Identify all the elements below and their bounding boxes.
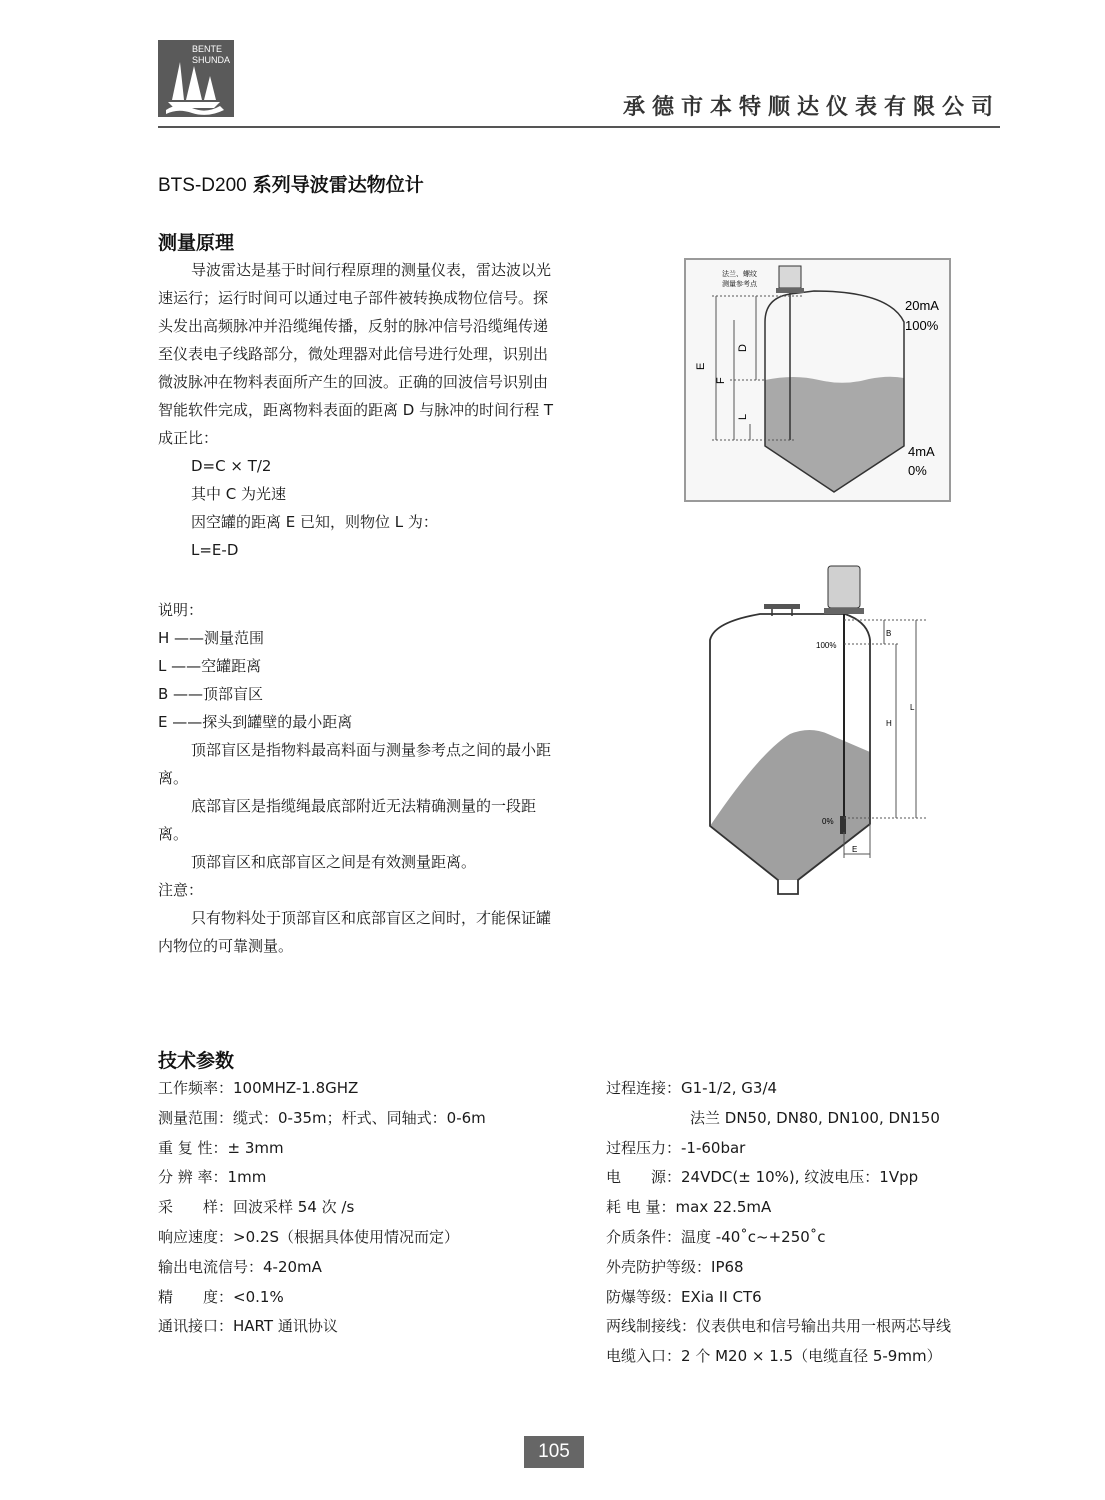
spec-label: 通讯接口： — [158, 1317, 234, 1336]
top-percent-label: 100% — [816, 641, 837, 650]
page-number: 105 — [524, 1436, 584, 1468]
product-name: 系列导波雷达物位计 — [252, 174, 424, 196]
spec-row — [158, 1223, 486, 1253]
note-item-b: B ——顶部盲区 — [158, 685, 264, 703]
company-name: 承德市本特顺达仪表有限公司 — [622, 95, 1000, 120]
product-model: BTS-D200 — [158, 175, 247, 196]
spec-label: 介质条件： — [606, 1227, 682, 1246]
spec-value: 2 个 M20 × 1.5（电缆直径 5-9mm） — [681, 1347, 942, 1366]
spec-row — [606, 1342, 951, 1372]
notes-heading: 说明： — [158, 601, 204, 619]
spec-value: max 22.5mA — [675, 1198, 772, 1217]
spec-row — [158, 1134, 486, 1164]
spec-value: IP68 — [711, 1257, 744, 1276]
bottom-current-label: 4mA — [908, 444, 935, 459]
spec-row — [606, 1193, 951, 1223]
spec-value: 法兰 DN50, DN80, DN100, DN150 — [690, 1108, 940, 1127]
spec-label: 电 源： — [606, 1168, 682, 1187]
logo-text — [192, 44, 230, 66]
formula-level-intro: 因空罐的距离 E 已知，则物位 L 为： — [191, 513, 438, 531]
dim-h-label: H — [886, 719, 892, 728]
top-current-label: 20mA — [905, 298, 939, 313]
attention-text: 只有物料处于顶部盲区和底部盲区之间时，才能保证罐内物位的可靠测量。 — [158, 909, 552, 955]
spec-value: 温度 -40˚c~+250˚c — [681, 1227, 826, 1246]
logo-line-2: SHUNDA — [192, 55, 231, 65]
spec-label: 防爆等级： — [606, 1287, 682, 1306]
spec-row — [606, 1223, 951, 1253]
probe-weight-icon — [840, 816, 846, 834]
note-item-h: H ——测量范围 — [158, 629, 265, 647]
spec-label: 过程压力： — [606, 1138, 682, 1157]
spec-label: 外壳防护等级： — [606, 1257, 712, 1276]
spec-value: 1mm — [227, 1168, 267, 1187]
spec-row — [158, 1163, 486, 1193]
material-fill — [710, 730, 870, 880]
dim-e-label: E — [695, 362, 707, 370]
note-bottom-blind: 底部盲区是指缆绳最底部附近无法精确测量的一段距离。 — [158, 797, 537, 843]
spec-value: 4-20mA — [263, 1257, 322, 1276]
spec-row — [158, 1253, 486, 1283]
attention-heading: 注意： — [158, 881, 204, 899]
header-divider — [158, 126, 1000, 128]
blind-zone-diagram — [700, 562, 932, 902]
spec-label: 耗 电 量： — [606, 1198, 676, 1217]
principle-text — [158, 256, 558, 564]
principle-diagram — [684, 258, 952, 503]
spec-row — [606, 1312, 951, 1342]
dim-d-label: D — [737, 344, 749, 352]
spec-value: EXia II CT6 — [681, 1287, 762, 1306]
spec-label: 分 辨 率： — [158, 1168, 228, 1187]
spec-value: ± 3mm — [227, 1138, 284, 1157]
bottom-percent-label: 0% — [908, 463, 927, 478]
spec-value: HART 通讯协议 — [233, 1317, 338, 1336]
specs-right-column — [606, 1074, 951, 1372]
reference-label-2: 测量参考点 — [722, 281, 757, 288]
bottom-percent-label: 0% — [822, 817, 834, 826]
spec-row — [606, 1253, 951, 1283]
top-percent-label: 100% — [905, 318, 939, 333]
spec-row — [606, 1163, 951, 1193]
formula-level: L=E-D — [191, 541, 239, 559]
dim-l-label: L — [737, 413, 749, 420]
spec-row — [158, 1312, 486, 1342]
specs-left-column — [158, 1074, 486, 1342]
flange-icon — [776, 288, 804, 293]
note-item-e: E ——探头到罐壁的最小距离 — [158, 713, 353, 731]
dim-f-label: F — [715, 377, 727, 384]
spec-row — [606, 1134, 951, 1164]
flange-icon — [824, 608, 864, 614]
spec-value: 仪表供电和信号输出共用一根两芯导线 — [696, 1317, 952, 1336]
spec-value: >0.2S（根据具体使用情况而定） — [233, 1227, 459, 1246]
principle-heading: 测量原理 — [158, 232, 235, 254]
spec-label: 精 度： — [158, 1287, 234, 1306]
radar-head-icon — [828, 566, 860, 608]
spec-label: 过程连接： — [606, 1079, 682, 1097]
spec-label: 工作频率： — [158, 1079, 234, 1097]
specs-heading: 技术参数 — [158, 1050, 235, 1072]
spec-value: 24VDC(± 10%), 纹波电压：1Vpp — [681, 1168, 919, 1187]
dim-e-label: E — [852, 845, 858, 854]
formula-distance: D=C × T/2 — [191, 457, 272, 475]
spec-row — [158, 1104, 486, 1134]
spec-row — [158, 1193, 486, 1223]
spec-label: 响应速度： — [158, 1227, 234, 1246]
spec-row — [606, 1104, 951, 1134]
spec-value: <0.1% — [233, 1287, 284, 1306]
note-top-blind: 顶部盲区是指物料最高料面与测量参考点之间的最小距离。 — [158, 741, 552, 787]
nozzle-icon — [764, 604, 800, 609]
spec-row — [158, 1283, 486, 1313]
spec-value: 100MHZ-1.8GHZ — [233, 1079, 359, 1097]
dim-b-label: B — [886, 629, 892, 638]
spec-label: 两线制接线： — [606, 1317, 697, 1336]
spec-label: 电缆入口： — [606, 1347, 682, 1366]
spec-label: 测量范围： — [158, 1108, 234, 1127]
spec-label: 输出电流信号： — [158, 1257, 264, 1276]
spec-label: 重 复 性： — [158, 1138, 228, 1157]
spec-label: 采 样： — [158, 1198, 234, 1217]
spec-value: -1-60bar — [681, 1138, 746, 1157]
spec-row — [158, 1074, 486, 1104]
radar-head-icon — [779, 266, 801, 288]
formula-distance-note: 其中 C 为光速 — [191, 485, 287, 503]
spec-value: 回波采样 54 次 /s — [233, 1198, 355, 1217]
logo-line-1: BENTE — [192, 44, 223, 54]
principle-paragraph: 导波雷达是基于时间行程原理的测量仪表，雷达波以光速运行；运行时间可以通过电子部件被转换成物位信号。探头发出高频脉冲并沿缆绳传播，反射的脉冲信号沿缆绳传递至仪表电子线路部分，微处理器对此信号进行处理，识别出微波脉冲在物料表面所产生的回波。正确的回波信号识别由智能软件完成，距离物料表面的距离 D 与脉冲的时间行程 T 成正比： — [158, 261, 554, 447]
note-effective-range: 顶部盲区和底部盲区之间是有效测量距离。 — [191, 853, 477, 871]
notes-section — [158, 596, 558, 960]
dim-l-label: L — [910, 703, 915, 712]
document-title — [158, 170, 424, 197]
spec-value: 缆式：0-35m；杆式、同轴式：0-6m — [233, 1108, 486, 1127]
spec-value: G1-1/2, G3/4 — [681, 1079, 778, 1097]
note-item-l: L ——空罐距离 — [158, 657, 262, 675]
company-logo — [158, 40, 234, 117]
spec-row — [606, 1074, 951, 1104]
spec-row — [606, 1283, 951, 1313]
reference-label-1: 法兰、螺纹 — [722, 271, 757, 278]
